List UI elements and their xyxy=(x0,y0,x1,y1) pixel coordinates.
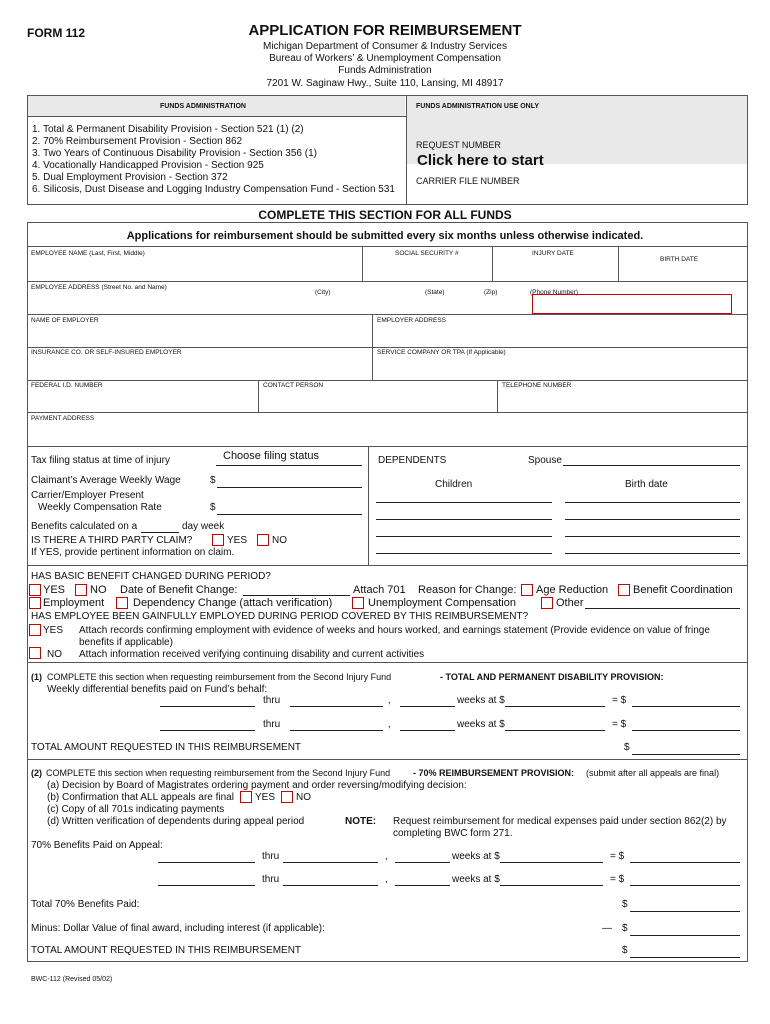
spouse-field[interactable] xyxy=(563,465,740,466)
payment-address-label: PAYMENT ADDRESS xyxy=(31,415,95,422)
third-party-no-label: NO xyxy=(272,535,287,546)
s2-row2-rate[interactable] xyxy=(500,885,603,886)
s1-row1-amount[interactable] xyxy=(632,706,740,707)
employment-checkbox[interactable] xyxy=(29,597,41,609)
fund-item-4: 4. Vocationally Handicapped Provision - Section 925 xyxy=(32,160,264,171)
total-70-field[interactable] xyxy=(630,911,740,912)
date-of-change-label: Date of Benefit Change: xyxy=(120,584,238,596)
revision-note: BWC-112 (Revised 05/02) xyxy=(31,976,113,983)
gainful-employment-question: HAS EMPLOYEE BEEN GAINFULLY EMPLOYED DURING PERIOD COVERED BY THIS REIMBURSEMENT? xyxy=(31,611,529,622)
s2-row2-weeks-at: weeks at $ xyxy=(452,874,500,885)
child-birth-label: Birth date xyxy=(625,479,668,490)
s1-row2-to[interactable] xyxy=(290,730,383,731)
employee-name-label: EMPLOYEE NAME (Last, First, Middle) xyxy=(31,250,145,257)
phone-number-field[interactable] xyxy=(532,294,732,314)
service-company-label: SERVICE COMPANY OR TPA (If Applicable) xyxy=(377,349,506,356)
section-subtitle: Applications for reimbursement should be submitted every six months unless otherwise indicated. xyxy=(126,230,644,242)
note-text-1: Request reimbursement for medical expenses paid under section 862(2) by xyxy=(393,816,727,827)
minus-dash: — xyxy=(602,923,612,934)
fund-item-5: 5. Dual Employment Provision - Section 372 xyxy=(32,172,228,183)
s2-total-field[interactable] xyxy=(630,957,740,958)
section-1-provision: - TOTAL AND PERMANENT DISABILITY PROVISION: xyxy=(440,672,664,682)
s2-item-c: (c) Copy of all 701s indicating payments xyxy=(47,804,225,815)
s2-row2-amount[interactable] xyxy=(630,885,740,886)
employee-address-label: EMPLOYEE ADDRESS (Street No. and Name) xyxy=(31,284,167,291)
injury-date-label: INJURY DATE xyxy=(532,250,574,257)
total-70-label: Total 70% Benefits Paid: xyxy=(31,899,140,910)
other-label: Other xyxy=(556,597,584,609)
benefit-change-yes-checkbox[interactable] xyxy=(29,584,41,596)
s1-row2-thru: thru xyxy=(263,719,281,730)
other-checkbox[interactable] xyxy=(541,597,553,609)
state-label: (State) xyxy=(425,289,445,296)
gainful-yes-instructions-2: benefits if applicable) xyxy=(79,637,173,648)
appeals-final-no-checkbox[interactable] xyxy=(281,791,293,803)
note-label: NOTE: xyxy=(345,816,377,827)
s2-row2-to[interactable] xyxy=(283,885,378,886)
weekly-rate-field[interactable] xyxy=(217,514,362,515)
s2-row2-from[interactable] xyxy=(158,885,255,886)
child-2-field[interactable] xyxy=(376,519,552,520)
click-here-to-start[interactable]: Click here to start xyxy=(417,152,544,169)
child-1-birth-field[interactable] xyxy=(565,502,740,503)
s1-row1-weeks[interactable] xyxy=(400,706,455,707)
fund-item-3: 3. Two Years of Continuous Disability Provision - Section 356 (1) xyxy=(32,148,317,159)
gainful-no-checkbox[interactable] xyxy=(29,647,41,659)
third-party-yes-label: YES xyxy=(227,535,248,546)
appeals-final-no-label: NO xyxy=(296,792,311,803)
child-1-field[interactable] xyxy=(376,502,552,503)
section-2-appeals-note: (submit after all appeals are final) xyxy=(586,768,720,778)
benefit-change-no-checkbox[interactable] xyxy=(75,584,87,596)
third-party-question: IS THERE A THIRD PARTY CLAIM? xyxy=(31,535,193,546)
bureau-name: Bureau of Workers’ & Unemployment Compensation xyxy=(269,53,501,64)
s2-row2-weeks[interactable] xyxy=(395,885,450,886)
age-reduction-label: Age Reduction xyxy=(536,584,609,596)
employer-name-label: NAME OF EMPLOYER xyxy=(31,317,99,324)
s2-item-d: (d) Written verification of dependents during appeal period xyxy=(47,816,305,827)
avg-weekly-wage-label: Claimant’s Average Weekly Wage xyxy=(31,475,181,486)
fein-label: FEDERAL I.D. NUMBER xyxy=(31,382,103,389)
unemployment-checkbox[interactable] xyxy=(352,597,364,609)
tax-filing-select[interactable]: Choose filing status xyxy=(223,450,319,462)
birth-date-label: BIRTH DATE xyxy=(660,256,699,263)
form-number: FORM 112 xyxy=(27,26,86,40)
s1-total-label: TOTAL AMOUNT REQUESTED IN THIS REIMBURSEMENT xyxy=(31,742,302,753)
s2-row1-thru: thru xyxy=(262,851,280,862)
reason-for-change-label: Reason for Change: xyxy=(418,584,517,596)
gainful-no-label: NO xyxy=(47,649,62,660)
benefits-calc-label: Benefits calculated on a xyxy=(31,521,138,532)
dependency-change-label: Dependency Change (attach verification) xyxy=(133,597,333,609)
spouse-label: Spouse xyxy=(528,455,562,466)
s2-row1-amount[interactable] xyxy=(630,862,740,863)
s1-row1-from[interactable] xyxy=(160,706,255,707)
division-name: Funds Administration xyxy=(338,65,432,76)
child-3-birth-field[interactable] xyxy=(565,536,740,537)
weekly-rate-dollar: $ xyxy=(210,502,216,513)
benefit-coordination-label: Benefit Coordination xyxy=(633,584,733,596)
child-4-birth-field[interactable] xyxy=(565,553,740,554)
s2-row1-rate[interactable] xyxy=(500,862,603,863)
child-2-birth-field[interactable] xyxy=(565,519,740,520)
s1-row2-from[interactable] xyxy=(160,730,255,731)
minus-final-award-label: Minus: Dollar Value of final award, including interest (if applicable): xyxy=(31,923,325,934)
s1-row1-thru: thru xyxy=(263,695,281,706)
weekly-rate-label: Weekly Compensation Rate xyxy=(38,502,162,513)
dependency-change-checkbox[interactable] xyxy=(116,597,128,609)
gainful-yes-label: YES xyxy=(43,625,64,636)
agency-name: Michigan Department of Consumer & Industry Services xyxy=(263,41,507,52)
s1-row2-weeks-at: weeks at $ xyxy=(457,719,505,730)
form-title: APPLICATION FOR REIMBURSEMENT xyxy=(248,22,522,39)
section-1-intro: COMPLETE this section when requesting reimbursement from the Second Injury Fund xyxy=(47,672,392,682)
s2-row2-thru: thru xyxy=(262,874,280,885)
benefit-change-yes-label: YES xyxy=(43,584,66,596)
day-week-label: day week xyxy=(182,521,225,532)
s1-row1-to[interactable] xyxy=(290,706,383,707)
zip-label: (Zip) xyxy=(484,289,498,296)
employer-address-label: EMPLOYER ADDRESS xyxy=(377,317,446,324)
unemployment-label: Unemployment Compensation xyxy=(368,597,516,609)
attach-701-label: Attach 701 xyxy=(353,584,406,596)
third-party-yes-checkbox[interactable] xyxy=(212,534,224,546)
employment-label: Employment xyxy=(43,597,105,609)
s2-item-b: (b) Confirmation that ALL appeals are final xyxy=(47,792,234,803)
minus-final-award-field[interactable] xyxy=(630,935,740,936)
s1-row1-rate[interactable] xyxy=(505,706,605,707)
appeals-final-yes-checkbox[interactable] xyxy=(240,791,252,803)
section-title: COMPLETE THIS SECTION FOR ALL FUNDS xyxy=(258,208,512,222)
s2-total-label: TOTAL AMOUNT REQUESTED IN THIS REIMBURSEMENT xyxy=(31,945,302,956)
gainful-yes-checkbox[interactable] xyxy=(29,624,41,636)
s2-row1-from[interactable] xyxy=(158,862,255,863)
contact-person-label: CONTACT PERSON xyxy=(263,382,324,389)
section-2-intro: COMPLETE this section when requesting reimbursement from the Second Injury Fund xyxy=(46,768,391,778)
section-2-number: (2) xyxy=(31,768,42,778)
s1-row1-weeks-at: weeks at $ xyxy=(457,695,505,706)
s2-row1-to[interactable] xyxy=(283,862,378,863)
s2-item-a: (a) Decision by Board of Magistrates ordering payment and order reversing/modifying decision: xyxy=(47,780,467,791)
use-only-header: FUNDS ADMINISTRATION USE ONLY xyxy=(416,103,540,110)
benefit-change-no-label: NO xyxy=(90,584,107,596)
date-of-change-field[interactable] xyxy=(243,595,350,596)
s1-row2-amount[interactable] xyxy=(632,730,740,731)
paid-on-appeal-label: 70% Benefits Paid on Appeal: xyxy=(31,840,163,851)
avg-weekly-wage-field[interactable] xyxy=(217,487,362,488)
fund-item-1: 1. Total & Permanent Disability Provision - Section 521 (1) (2) xyxy=(32,124,304,135)
third-party-no-checkbox[interactable] xyxy=(257,534,269,546)
ssn-label: SOCIAL SECURITY # xyxy=(395,250,459,257)
fund-item-2: 2. 70% Reimbursement Provision - Section 862 xyxy=(32,136,243,147)
section-2-provision: - 70% REIMBURSEMENT PROVISION: xyxy=(413,768,575,778)
s2-row1-weeks-at: weeks at $ xyxy=(452,851,500,862)
fund-item-6: 6. Silicosis, Dust Disease and Logging Industry Compensation Fund - Section 531 xyxy=(32,184,395,195)
s1-total-field[interactable] xyxy=(632,754,740,755)
appeals-final-yes-label: YES xyxy=(255,792,276,803)
pertinent-info-note: If YES, provide pertinent information on claim. xyxy=(31,547,235,558)
benefit-coordination-checkbox[interactable] xyxy=(618,584,630,596)
child-4-field[interactable] xyxy=(376,553,552,554)
s1-row2-weeks[interactable] xyxy=(400,730,455,731)
weekly-differential-label: Weekly differential benefits paid on Fund’s behalf: xyxy=(47,684,268,695)
gainful-no-instructions: Attach information received verifying continuing disability and current activities xyxy=(79,649,425,660)
carrier-file-label: CARRIER FILE NUMBER xyxy=(416,176,520,186)
funds-admin-header: FUNDS ADMINISTRATION xyxy=(160,103,246,110)
section-1-number: (1) xyxy=(31,672,42,682)
telephone-label: TELEPHONE NUMBER xyxy=(502,382,572,389)
s2-row1-weeks[interactable] xyxy=(395,862,450,863)
dependents-label: DEPENDENTS xyxy=(378,455,447,466)
child-3-field[interactable] xyxy=(376,536,552,537)
benefit-change-question: HAS BASIC BENEFIT CHANGED DURING PERIOD? xyxy=(31,571,271,582)
phone-label: (Phone Number) xyxy=(530,289,579,296)
other-field[interactable] xyxy=(585,608,740,609)
days-per-week-field[interactable] xyxy=(141,532,179,533)
insurance-label: INSURANCE CO. OR SELF-INSURED EMPLOYER xyxy=(31,349,182,356)
carrier-present-label: Carrier/Employer Present xyxy=(31,490,144,501)
agency-address: 7201 W. Saginaw Hwy., Suite 110, Lansing, MI 48917 xyxy=(266,78,504,89)
avg-weekly-wage-dollar: $ xyxy=(210,475,216,486)
request-number-label: REQUEST NUMBER xyxy=(416,140,501,150)
age-reduction-checkbox[interactable] xyxy=(521,584,533,596)
note-text-2: completing BWC form 271. xyxy=(393,828,513,839)
s1-row2-rate[interactable] xyxy=(505,730,605,731)
city-label: (City) xyxy=(315,289,331,296)
children-label: Children xyxy=(435,479,473,490)
tax-filing-label: Tax filing status at time of injury xyxy=(31,455,170,466)
gainful-yes-instructions: Attach records confirming employment with evidence of weeks and hours worked, and earnings statement (Provide evidence on value of fringe xyxy=(79,625,710,636)
